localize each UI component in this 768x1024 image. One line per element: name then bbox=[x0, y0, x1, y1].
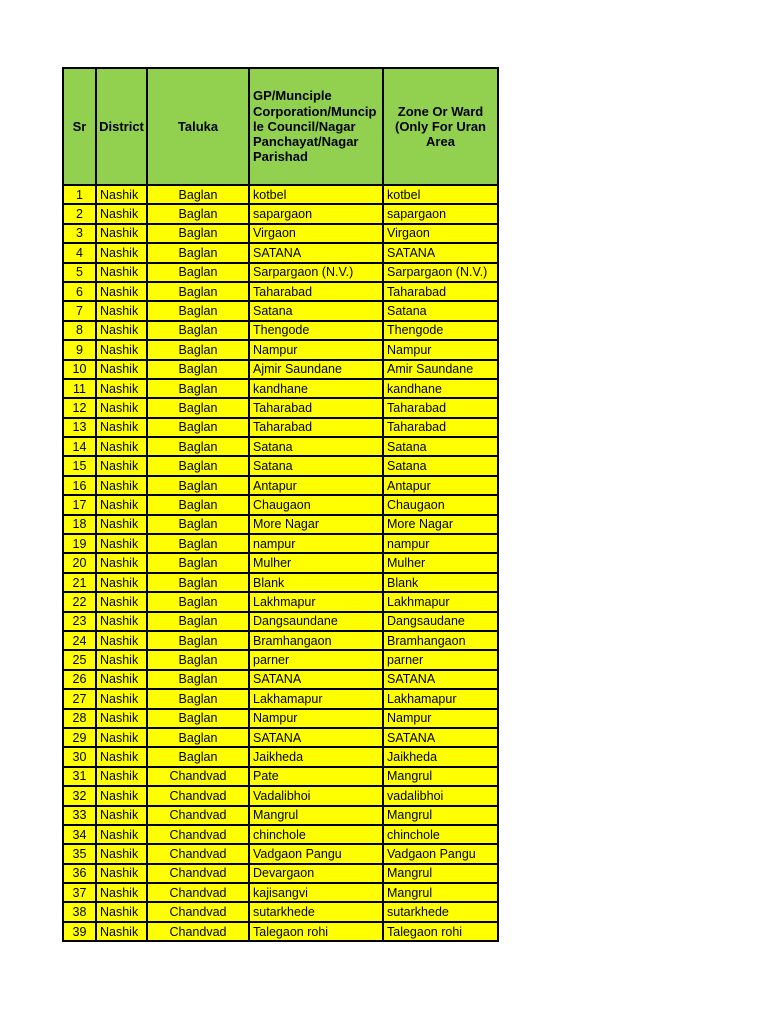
cell-zone: Satana bbox=[383, 437, 498, 456]
table-header-row bbox=[63, 68, 498, 185]
table-row bbox=[63, 301, 498, 320]
cell-gp: kotbel bbox=[249, 185, 383, 204]
cell-district: Nashik bbox=[96, 844, 147, 863]
cell-district: Nashik bbox=[96, 825, 147, 844]
cell-district: Nashik bbox=[96, 243, 147, 262]
cell-district: Nashik bbox=[96, 670, 147, 689]
cell-zone: Sarpargaon (N.V.) bbox=[383, 263, 498, 282]
cell-taluka: Baglan bbox=[147, 282, 249, 301]
cell-district: Nashik bbox=[96, 224, 147, 243]
table-body bbox=[63, 185, 498, 941]
cell-district: Nashik bbox=[96, 689, 147, 708]
cell-taluka: Chandvad bbox=[147, 844, 249, 863]
cell-sr: 39 bbox=[63, 922, 96, 941]
cell-gp: Mangrul bbox=[249, 806, 383, 825]
cell-sr: 14 bbox=[63, 437, 96, 456]
cell-gp: Lakhmapur bbox=[249, 592, 383, 611]
cell-sr: 31 bbox=[63, 767, 96, 786]
cell-sr: 20 bbox=[63, 553, 96, 572]
cell-district: Nashik bbox=[96, 553, 147, 572]
table-row bbox=[63, 709, 498, 728]
table-row bbox=[63, 340, 498, 359]
cell-sr: 18 bbox=[63, 515, 96, 534]
cell-taluka: Chandvad bbox=[147, 806, 249, 825]
cell-district: Nashik bbox=[96, 631, 147, 650]
cell-taluka: Baglan bbox=[147, 631, 249, 650]
cell-taluka: Chandvad bbox=[147, 767, 249, 786]
cell-zone: kotbel bbox=[383, 185, 498, 204]
cell-gp: Taharabad bbox=[249, 398, 383, 417]
cell-taluka: Baglan bbox=[147, 301, 249, 320]
cell-sr: 17 bbox=[63, 495, 96, 514]
cell-gp: SATANA bbox=[249, 728, 383, 747]
table-row bbox=[63, 767, 498, 786]
cell-zone: SATANA bbox=[383, 670, 498, 689]
cell-taluka: Chandvad bbox=[147, 786, 249, 805]
cell-gp: Thengode bbox=[249, 321, 383, 340]
cell-district: Nashik bbox=[96, 709, 147, 728]
cell-zone: Mangrul bbox=[383, 767, 498, 786]
gp-zone-table bbox=[62, 67, 499, 942]
cell-sr: 10 bbox=[63, 360, 96, 379]
cell-district: Nashik bbox=[96, 321, 147, 340]
cell-taluka: Chandvad bbox=[147, 902, 249, 921]
cell-district: Nashik bbox=[96, 534, 147, 553]
cell-district: Nashik bbox=[96, 515, 147, 534]
cell-district: Nashik bbox=[96, 437, 147, 456]
table-row bbox=[63, 883, 498, 902]
cell-sr: 11 bbox=[63, 379, 96, 398]
cell-taluka: Baglan bbox=[147, 418, 249, 437]
column-header-zone: Zone Or Ward (Only For Uran Area bbox=[383, 68, 498, 185]
cell-taluka: Baglan bbox=[147, 398, 249, 417]
cell-zone: Jaikheda bbox=[383, 747, 498, 766]
cell-zone: Mangrul bbox=[383, 864, 498, 883]
cell-district: Nashik bbox=[96, 456, 147, 475]
cell-gp: Lakhamapur bbox=[249, 689, 383, 708]
cell-zone: Lakhmapur bbox=[383, 592, 498, 611]
cell-district: Nashik bbox=[96, 883, 147, 902]
table-row bbox=[63, 321, 498, 340]
cell-gp: chinchole bbox=[249, 825, 383, 844]
cell-gp: Ajmir Saundane bbox=[249, 360, 383, 379]
cell-sr: 13 bbox=[63, 418, 96, 437]
cell-taluka: Baglan bbox=[147, 689, 249, 708]
cell-gp: More Nagar bbox=[249, 515, 383, 534]
cell-gp: Taharabad bbox=[249, 418, 383, 437]
cell-district: Nashik bbox=[96, 864, 147, 883]
cell-zone: sutarkhede bbox=[383, 902, 498, 921]
cell-gp: Jaikheda bbox=[249, 747, 383, 766]
table-row bbox=[63, 806, 498, 825]
column-header-sr: Sr bbox=[63, 68, 96, 185]
cell-district: Nashik bbox=[96, 495, 147, 514]
cell-taluka: Baglan bbox=[147, 360, 249, 379]
cell-gp: Satana bbox=[249, 456, 383, 475]
cell-taluka: Baglan bbox=[147, 340, 249, 359]
table-row bbox=[63, 515, 498, 534]
cell-sr: 21 bbox=[63, 573, 96, 592]
table-row bbox=[63, 263, 498, 282]
table-row bbox=[63, 747, 498, 766]
cell-zone: Mangrul bbox=[383, 883, 498, 902]
cell-sr: 35 bbox=[63, 844, 96, 863]
cell-zone: Thengode bbox=[383, 321, 498, 340]
cell-taluka: Chandvad bbox=[147, 922, 249, 941]
cell-zone: sapargaon bbox=[383, 204, 498, 223]
cell-zone: chinchole bbox=[383, 825, 498, 844]
cell-zone: vadalibhoi bbox=[383, 786, 498, 805]
table-row bbox=[63, 922, 498, 941]
cell-sr: 2 bbox=[63, 204, 96, 223]
table-row bbox=[63, 902, 498, 921]
cell-sr: 34 bbox=[63, 825, 96, 844]
table-row bbox=[63, 379, 498, 398]
cell-zone: SATANA bbox=[383, 728, 498, 747]
cell-taluka: Baglan bbox=[147, 495, 249, 514]
cell-district: Nashik bbox=[96, 902, 147, 921]
cell-sr: 27 bbox=[63, 689, 96, 708]
cell-zone: Satana bbox=[383, 301, 498, 320]
table-row bbox=[63, 282, 498, 301]
cell-district: Nashik bbox=[96, 806, 147, 825]
table-row bbox=[63, 728, 498, 747]
table-header bbox=[63, 68, 498, 185]
cell-zone: Bramhangaon bbox=[383, 631, 498, 650]
cell-sr: 9 bbox=[63, 340, 96, 359]
cell-zone: Satana bbox=[383, 456, 498, 475]
cell-sr: 8 bbox=[63, 321, 96, 340]
cell-gp: Chaugaon bbox=[249, 495, 383, 514]
cell-taluka: Baglan bbox=[147, 321, 249, 340]
table-row bbox=[63, 825, 498, 844]
cell-district: Nashik bbox=[96, 786, 147, 805]
cell-sr: 30 bbox=[63, 747, 96, 766]
column-header-taluka: Taluka bbox=[147, 68, 249, 185]
cell-district: Nashik bbox=[96, 922, 147, 941]
cell-taluka: Baglan bbox=[147, 379, 249, 398]
cell-sr: 26 bbox=[63, 670, 96, 689]
cell-taluka: Baglan bbox=[147, 670, 249, 689]
cell-zone: Chaugaon bbox=[383, 495, 498, 514]
cell-sr: 7 bbox=[63, 301, 96, 320]
cell-gp: Satana bbox=[249, 301, 383, 320]
cell-taluka: Baglan bbox=[147, 437, 249, 456]
cell-gp: Nampur bbox=[249, 709, 383, 728]
cell-taluka: Baglan bbox=[147, 456, 249, 475]
cell-sr: 3 bbox=[63, 224, 96, 243]
table-row bbox=[63, 631, 498, 650]
cell-zone: Virgaon bbox=[383, 224, 498, 243]
cell-taluka: Baglan bbox=[147, 185, 249, 204]
cell-sr: 29 bbox=[63, 728, 96, 747]
cell-gp: Talegaon rohi bbox=[249, 922, 383, 941]
cell-district: Nashik bbox=[96, 340, 147, 359]
table-row bbox=[63, 670, 498, 689]
cell-gp: Vadalibhoi bbox=[249, 786, 383, 805]
cell-taluka: Baglan bbox=[147, 553, 249, 572]
cell-district: Nashik bbox=[96, 301, 147, 320]
cell-taluka: Baglan bbox=[147, 612, 249, 631]
cell-sr: 36 bbox=[63, 864, 96, 883]
cell-sr: 25 bbox=[63, 650, 96, 669]
cell-gp: sutarkhede bbox=[249, 902, 383, 921]
cell-district: Nashik bbox=[96, 476, 147, 495]
table-row bbox=[63, 204, 498, 223]
cell-gp: Virgaon bbox=[249, 224, 383, 243]
cell-gp: Mulher bbox=[249, 553, 383, 572]
cell-district: Nashik bbox=[96, 379, 147, 398]
cell-taluka: Baglan bbox=[147, 243, 249, 262]
cell-district: Nashik bbox=[96, 747, 147, 766]
table-row bbox=[63, 844, 498, 863]
cell-zone: Dangsaudane bbox=[383, 612, 498, 631]
cell-taluka: Baglan bbox=[147, 204, 249, 223]
cell-gp: Satana bbox=[249, 437, 383, 456]
cell-taluka: Baglan bbox=[147, 728, 249, 747]
cell-gp: Dangsaundane bbox=[249, 612, 383, 631]
cell-district: Nashik bbox=[96, 185, 147, 204]
cell-taluka: Baglan bbox=[147, 534, 249, 553]
cell-gp: Antapur bbox=[249, 476, 383, 495]
cell-sr: 24 bbox=[63, 631, 96, 650]
cell-district: Nashik bbox=[96, 360, 147, 379]
cell-taluka: Baglan bbox=[147, 224, 249, 243]
cell-zone: SATANA bbox=[383, 243, 498, 262]
table-row bbox=[63, 592, 498, 611]
cell-zone: Lakhamapur bbox=[383, 689, 498, 708]
cell-gp: kajisangvi bbox=[249, 883, 383, 902]
cell-zone: Mulher bbox=[383, 553, 498, 572]
cell-gp: sapargaon bbox=[249, 204, 383, 223]
cell-district: Nashik bbox=[96, 650, 147, 669]
cell-taluka: Baglan bbox=[147, 650, 249, 669]
cell-district: Nashik bbox=[96, 282, 147, 301]
cell-sr: 5 bbox=[63, 263, 96, 282]
cell-sr: 23 bbox=[63, 612, 96, 631]
cell-taluka: Chandvad bbox=[147, 825, 249, 844]
table-row bbox=[63, 534, 498, 553]
table-row bbox=[63, 360, 498, 379]
table-row bbox=[63, 786, 498, 805]
cell-taluka: Baglan bbox=[147, 515, 249, 534]
cell-sr: 16 bbox=[63, 476, 96, 495]
cell-sr: 6 bbox=[63, 282, 96, 301]
cell-sr: 4 bbox=[63, 243, 96, 262]
cell-district: Nashik bbox=[96, 592, 147, 611]
cell-district: Nashik bbox=[96, 263, 147, 282]
cell-district: Nashik bbox=[96, 418, 147, 437]
cell-zone: Blank bbox=[383, 573, 498, 592]
cell-gp: Sarpargaon (N.V.) bbox=[249, 263, 383, 282]
cell-sr: 33 bbox=[63, 806, 96, 825]
table-row bbox=[63, 476, 498, 495]
cell-taluka: Baglan bbox=[147, 263, 249, 282]
table-row bbox=[63, 864, 498, 883]
cell-taluka: Baglan bbox=[147, 573, 249, 592]
cell-sr: 28 bbox=[63, 709, 96, 728]
table-row bbox=[63, 224, 498, 243]
table-row bbox=[63, 553, 498, 572]
cell-gp: Bramhangaon bbox=[249, 631, 383, 650]
cell-sr: 32 bbox=[63, 786, 96, 805]
cell-gp: Vadgaon Pangu bbox=[249, 844, 383, 863]
column-header-gp: GP/Munciple Corporation/Munciple Council/Nagar Panchayat/Nagar Parishad bbox=[249, 68, 383, 185]
cell-district: Nashik bbox=[96, 398, 147, 417]
cell-gp: parner bbox=[249, 650, 383, 669]
cell-gp: Nampur bbox=[249, 340, 383, 359]
cell-sr: 19 bbox=[63, 534, 96, 553]
cell-zone: Taharabad bbox=[383, 398, 498, 417]
cell-sr: 22 bbox=[63, 592, 96, 611]
cell-zone: Taharabad bbox=[383, 418, 498, 437]
cell-zone: kandhane bbox=[383, 379, 498, 398]
cell-gp: nampur bbox=[249, 534, 383, 553]
cell-sr: 1 bbox=[63, 185, 96, 204]
cell-gp: SATANA bbox=[249, 243, 383, 262]
cell-zone: Mangrul bbox=[383, 806, 498, 825]
cell-taluka: Chandvad bbox=[147, 864, 249, 883]
cell-zone: Vadgaon Pangu bbox=[383, 844, 498, 863]
cell-gp: Taharabad bbox=[249, 282, 383, 301]
cell-zone: Amir Saundane bbox=[383, 360, 498, 379]
cell-sr: 37 bbox=[63, 883, 96, 902]
cell-gp: SATANA bbox=[249, 670, 383, 689]
cell-gp: Blank bbox=[249, 573, 383, 592]
cell-district: Nashik bbox=[96, 573, 147, 592]
cell-district: Nashik bbox=[96, 204, 147, 223]
table-row bbox=[63, 612, 498, 631]
table-row bbox=[63, 456, 498, 475]
cell-zone: Nampur bbox=[383, 340, 498, 359]
cell-taluka: Chandvad bbox=[147, 883, 249, 902]
cell-district: Nashik bbox=[96, 767, 147, 786]
cell-sr: 15 bbox=[63, 456, 96, 475]
table-row bbox=[63, 243, 498, 262]
table-row bbox=[63, 689, 498, 708]
column-header-district: District bbox=[96, 68, 147, 185]
cell-taluka: Baglan bbox=[147, 476, 249, 495]
table-row bbox=[63, 398, 498, 417]
cell-sr: 38 bbox=[63, 902, 96, 921]
cell-zone: Antapur bbox=[383, 476, 498, 495]
cell-zone: Taharabad bbox=[383, 282, 498, 301]
cell-district: Nashik bbox=[96, 612, 147, 631]
cell-taluka: Baglan bbox=[147, 709, 249, 728]
table-row bbox=[63, 495, 498, 514]
cell-zone: nampur bbox=[383, 534, 498, 553]
cell-district: Nashik bbox=[96, 728, 147, 747]
cell-gp: kandhane bbox=[249, 379, 383, 398]
cell-gp: Pate bbox=[249, 767, 383, 786]
table-row bbox=[63, 185, 498, 204]
cell-gp: Devargaon bbox=[249, 864, 383, 883]
cell-zone: parner bbox=[383, 650, 498, 669]
cell-zone: Talegaon rohi bbox=[383, 922, 498, 941]
cell-zone: More Nagar bbox=[383, 515, 498, 534]
table-row bbox=[63, 437, 498, 456]
cell-zone: Nampur bbox=[383, 709, 498, 728]
cell-taluka: Baglan bbox=[147, 592, 249, 611]
cell-sr: 12 bbox=[63, 398, 96, 417]
cell-taluka: Baglan bbox=[147, 747, 249, 766]
table-row bbox=[63, 573, 498, 592]
table-row bbox=[63, 418, 498, 437]
table-row bbox=[63, 650, 498, 669]
